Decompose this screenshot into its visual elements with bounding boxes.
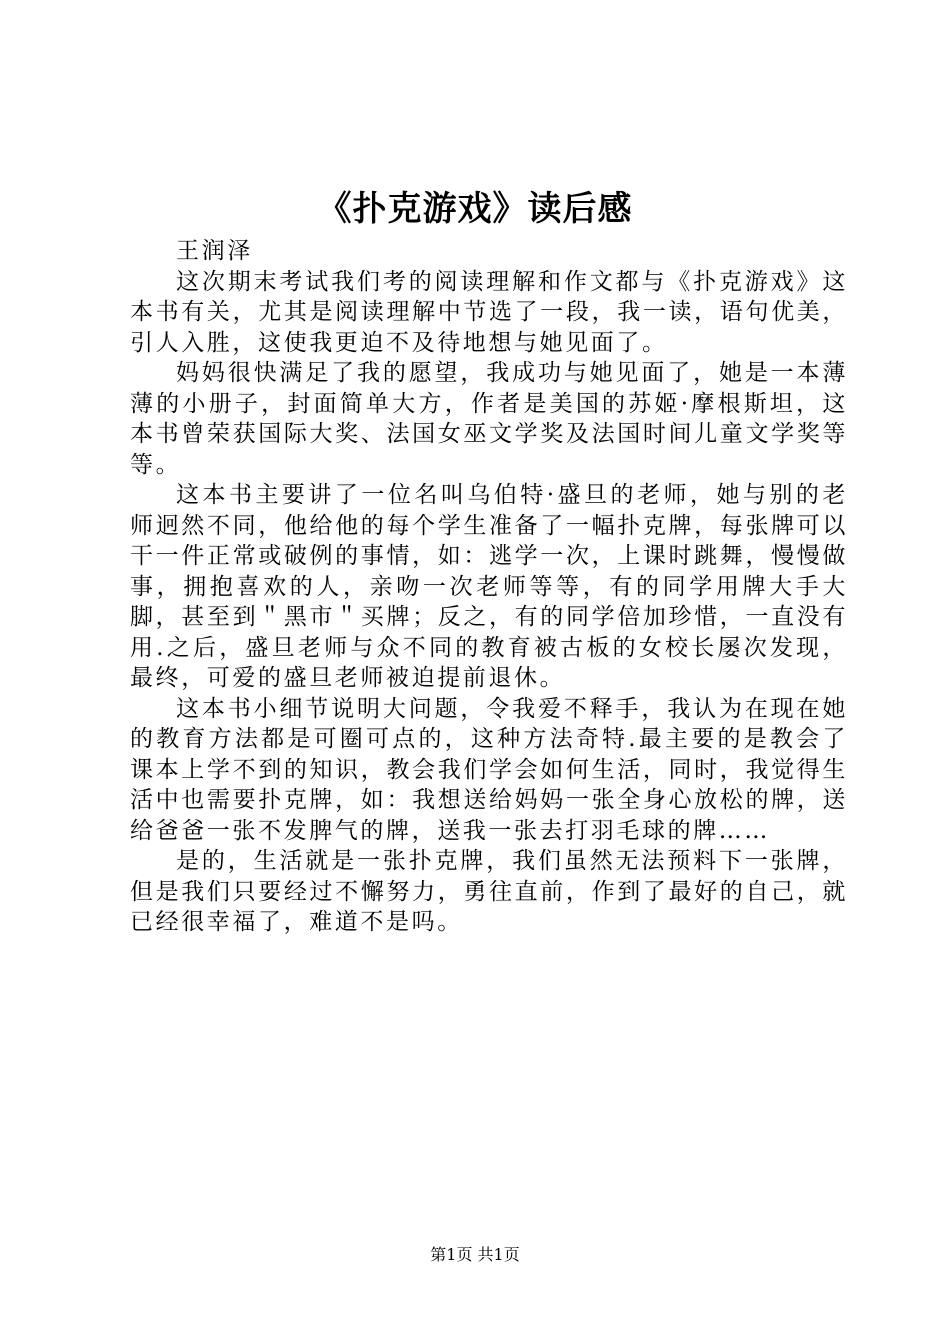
paragraph-4: 这本书小细节说明大问题，令我爱不释手，我认为在现在她的教育方法都是可圈可点的，这种方法奇特.最主要的是教会了课本上学不到的知识，教会我们学会如何生活，同时，我觉得生活中也需要扑克牌，如：我想送给妈妈一张全身心放松的牌，送给爸爸一张不发脾气的牌，送我一张去打羽毛球的牌…… <box>130 695 848 844</box>
author-name: 王润泽 <box>176 238 253 264</box>
document-body <box>130 236 848 938</box>
paragraph-3: 这本书主要讲了一位名叫乌伯特·盛旦的老师，她与别的老师迥然不同，他给他的每个学生准备了一幅扑克牌，每张牌可以干一件正常或破例的事情，如：逃学一次，上课时跳舞，慢慢做事，拥抱喜欢的人，亲吻一次老师等等，有的同学用牌大手大脚，甚至到＂黑市＂买牌；反之，有的同学倍加珍惜，一直没有用.之后，盛旦老师与众不同的教育被古板的女校长屡次发现，最终，可爱的盛旦老师被迫提前退休。 <box>130 482 848 691</box>
paragraph-2: 妈妈很快满足了我的愿望，我成功与她见面了，她是一本薄薄的小册子，封面简单大方，作者是美国的苏姬·摩根斯坦，这本书曾荣获国际大奖、法国女巫文学奖及法国时间儿童文学奖等等。 <box>130 360 848 478</box>
paragraph-5: 是的，生活就是一张扑克牌，我们虽然无法预料下一张牌，但是我们只要经过不懈努力，勇往直前，作到了最好的自己，就已经很幸福了，难道不是吗。 <box>130 848 848 935</box>
page-footer: 第1页 共1页 <box>430 1245 520 1264</box>
paragraph-1: 这次期末考试我们考的阅读理解和作文都与《扑克游戏》这本书有关，尤其是阅读理解中节选了一段，我一读，语句优美，引人入胜，这使我更迫不及待地想与她见面了。 <box>130 268 848 356</box>
document-title: 《扑克游戏》读后感 <box>317 189 633 229</box>
